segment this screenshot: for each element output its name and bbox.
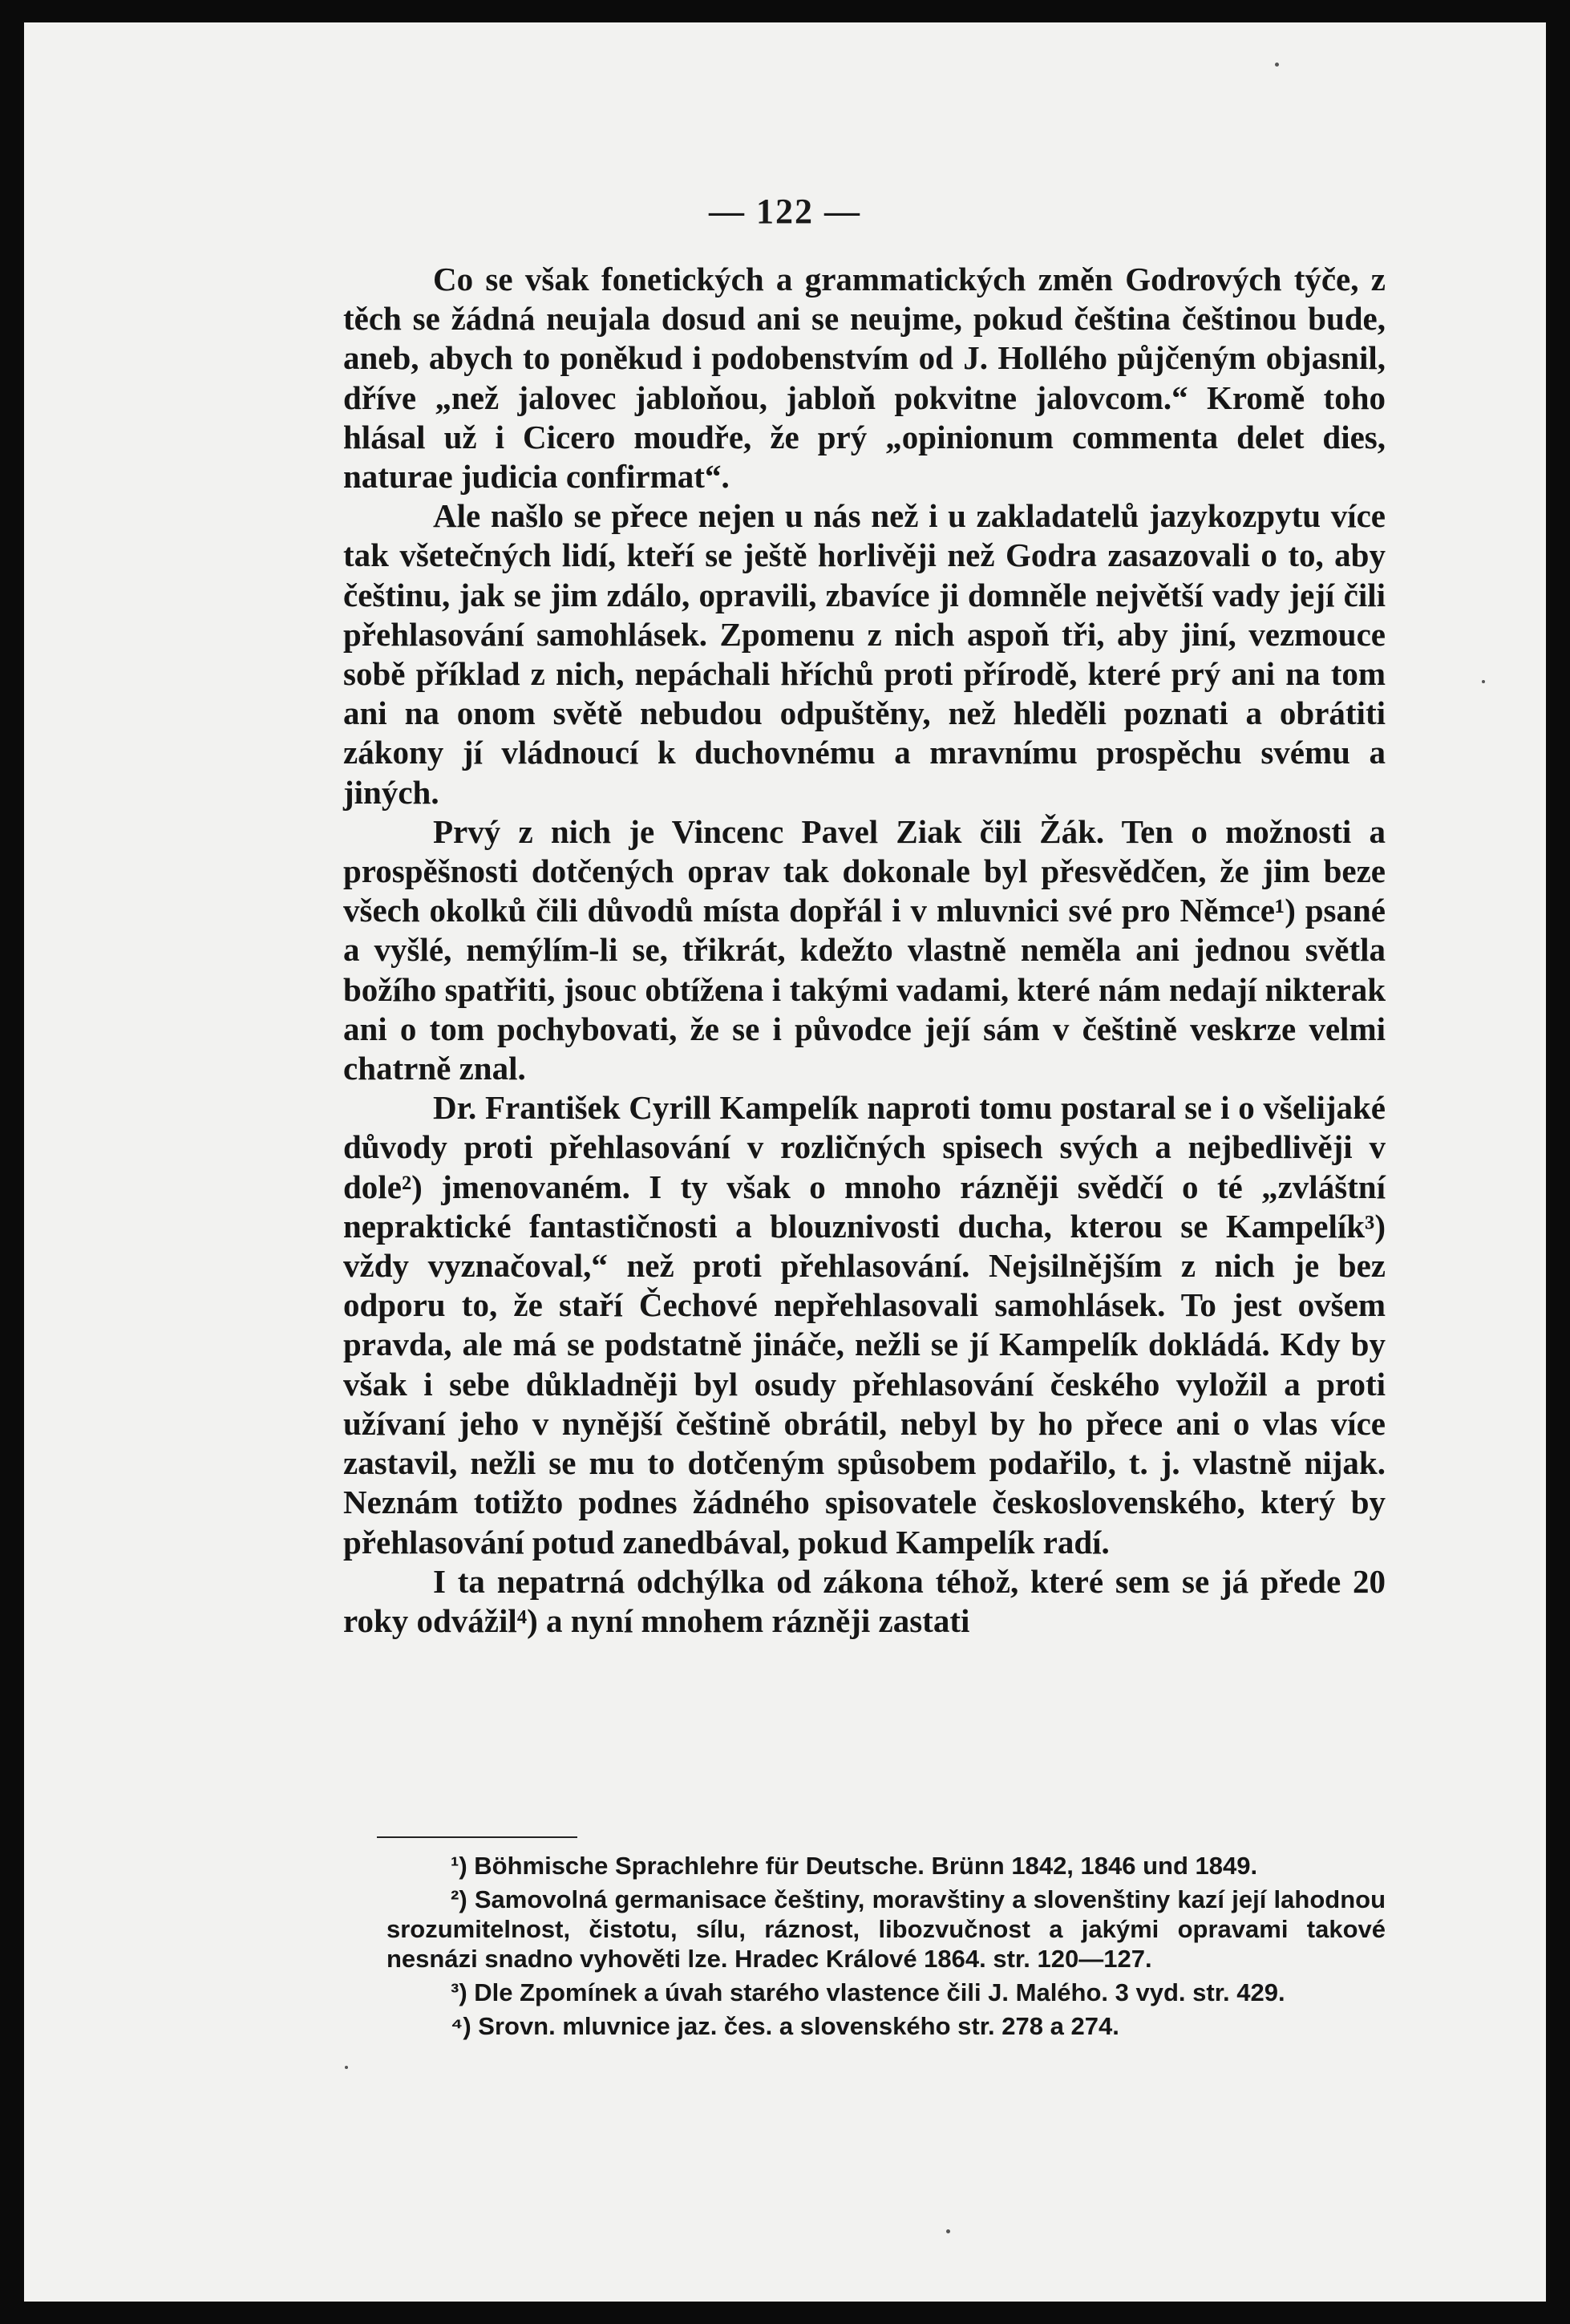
footnotes — [386, 1851, 1386, 2045]
paper-speck — [1482, 680, 1485, 683]
paragraph: Co se však fonetických a grammatických změn Godrových týče, z těch se žádná neujala dosud ani se neujme, pokud čeština češtinou bude, aneb, abych to poněkud i podobenstvím od J. Hollého půjčeným objasnil, dříve „než jalovec jabloňou, jabloň pokvitne jalovcom.“ Kromě toho hlásal už i Cicero moudře, že prý „opinionum commenta delet dies, naturae judicia confirmat“. — [343, 261, 1386, 496]
footnote: ¹) Böhmische Sprachlehre für Deutsche. Brünn 1842, 1846 und 1849. — [451, 1852, 1258, 1880]
footnote-divider — [377, 1836, 577, 1838]
paper-speck — [345, 2066, 348, 2069]
paragraph: Dr. František Cyrill Kampelík naproti tomu postaral se i o všelijaké důvody proti přehlasování v rozličných spisech svých a nejbedlivěji v dole²) jmenovaném. I ty však o mnoho rázněji svědčí o té „zvláštní nepraktické fantastičnosti a blouznivosti ducha, kterou se Kampelík³) vždy vyznačoval,“ než proti přehlasování. Nejsilnějším z nich je bez odporu to, že staří Čechové nepřehlasovali samohlásek. To jest ovšem pravda, ale má se podstatně jináče, nežli se jí Kampelík dokládá. Kdy by však i sebe důkladněji byl osudy přehlasování českého vyložil a proti užívaní jeho v nynější češtině obrátil, nebyl by ho přece ani o vlas více zastavil, nežli se mu to dotčeným spůsobem podařilo, t. j. vlastně nijak. Neznám totižto podnes žádného spisovatele československého, který by přehlasování potud zanedbával, pokud Kampelík radí. — [343, 1089, 1386, 1561]
paper-speck — [1275, 63, 1279, 67]
paragraph: Prvý z nich je Vincenc Pavel Ziak čili Žák. Ten o možnosti a prospěšnosti dotčených oprav tak dokonale byl přesvědčen, že jim beze všech okolků čili důvodů místa dopřál i v mluvnici své pro Němce¹) psané a vyšlé, nemýlím-li se, třikrát, kdežto vlastně neměla ani jednou světla božího spatřiti, jsouc obtížena i takými vadami, které nám nedají nikterak ani o tom pochybovati, že se i původce její sám v češtině veskrze velmi chatrně znal. — [343, 812, 1386, 1087]
footnote: ²) Samovolná germanisace češtiny, moravštiny a slovenštiny kazí její lahodnou srozumitelnost, čistotu, sílu, ráznost, libozvučnost a jakými opravami takové nesnázi snadno vyhověti lze. Hradec Králové 1864. str. 120—127. — [386, 1885, 1386, 1973]
footnote: ⁴) Srovn. mluvnice jaz. čes. a slovenského str. 278 a 274. — [451, 2012, 1119, 2040]
paragraph: I ta nepatrná odchýlka od zákona téhož, které sem se já přede 20 roky odvážil⁴) a nyní mnohem rázněji zastati — [343, 1562, 1386, 1639]
body-text — [343, 260, 1386, 1641]
page-number: — 122 — — [709, 192, 861, 231]
paragraph: Ale našlo se přece nejen u nás než i u zakladatelů jazykozpytu více tak všetečných lidí, kteří se ještě horlivěji než Godra zasazovali o to, aby češtinu, jak se jim zdálo, opravili, zbavíce ji domněle největší vady její čili přehlasování samohlásek. Zpomenu z nich aspoň tři, aby jiní, vezmouce sobě příklad z nich, nepáchali hříchů proti přírodě, které prý ani na tom ani na onom světě nebudou odpuštěny, než hleděli poznati a obrátiti zákony jí vládnoucí k duchovnému a mravnímu prospěchu svému a jiných. — [343, 497, 1386, 811]
book-page — [24, 22, 1546, 2302]
footnote: ³) Dle Zpomínek a úvah starého vlastence čili J. Malého. 3 vyd. str. 429. — [451, 1978, 1285, 2006]
paper-speck — [946, 2229, 950, 2233]
